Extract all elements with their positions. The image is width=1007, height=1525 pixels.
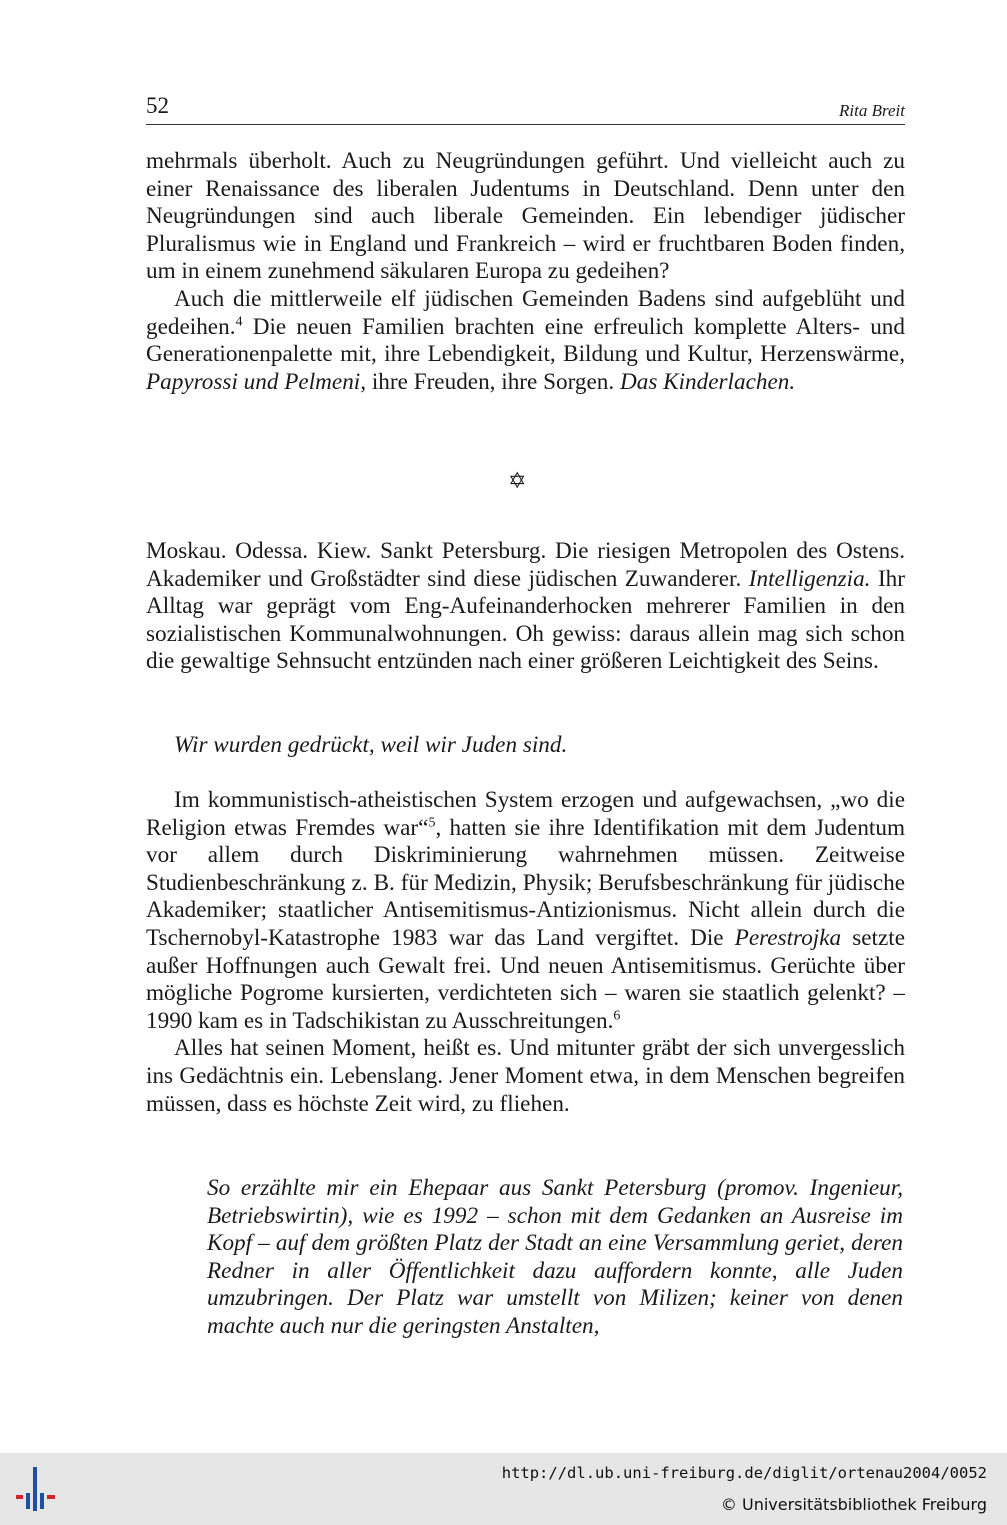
block-quote-text: So erzählte mir ein Ehepaar aus Sankt Petersburg (promov. Ingenieur, Betriebswirtin), wie es 1992 – schon mit dem Gedanken an Ausreise im Kopf – auf dem größten Platz der Stadt an eine Versammlung geriet, deren Redner in aller Öffentlichkeit dazu auffordern konnte, alle Juden umzubringen. Der Platz war umstellt von Milizen; keiner von denen machte auch nur die geringsten Anstalten, [207,1175,903,1339]
paragraph-5: Alles hat seinen Moment, heißt es. Und mitunter gräbt der sich unvergesslich ins Gedächtnis ein. Lebenslang. Jener Moment etwa, in dem Menschen begreifen müssen, dass es höchste Zeit wird, zu fliehen. [146,1035,905,1117]
p2-d: ihre Freuden, ihre Sorgen. [366,368,620,395]
paragraph-2 [146,286,905,396]
p4-c: Perestrojka [734,924,842,951]
text-block-2 [146,538,905,676]
p4-d: setzte außer Hoffnungen auch Gewalt frei. Und neuen Antisemitismus. Gerüchte über mögliche Pogrome kursierten, verdichteten sich – waren sie staatlich gelenkt? – 1990 kam es in Tadschikistan zu Ausschreitungen. [146,924,905,1034]
star-of-david-icon: ✡ [508,468,527,493]
p2-c: Papyrossi und Pelmeni, [146,368,367,395]
p4-b: , hatten sie ihre Identifikation mit dem Judentum vor allem durch Diskriminierung wahrnehmen müssen. Zeitweise Studienbeschränkung z. B. für Medizin, Physik; Berufsbeschränkung für jüdische Akademiker; staatlicher Antisemitismus-Antizionismus. Nicht allein durch die Tschernobyl-Katastrophe 1983 war das Land vergiftet. Die [146,814,905,951]
text-block-3 [146,787,905,1118]
p2-b: Die neuen Familien brachten eine erfreulich komplette Alters- und Generationenpalette mit, ihre Lebendigkeit, Bildung und Kultur, Herzenswärme, [146,313,905,368]
footnote-ref-6[interactable]: 6 [613,1008,621,1024]
page-number: 52 [146,93,169,118]
text-block-1 [146,148,905,396]
p3-a: Moskau. Odessa. Kiew. Sankt Petersburg. Die riesigen Metropolen des Ostens. Akademiker und Großstädter sind diese jüdischen Zuwanderer. [146,538,905,592]
ub-freiburg-logo-icon[interactable] [12,1463,64,1515]
block-quote [207,1175,903,1341]
paragraph-4 [146,787,905,1035]
p2-e: Das Kinderlachen. [619,368,796,395]
footer-copyright: © Universitätsbibliothek Freiburg [720,1495,987,1514]
paragraph-3 [146,538,905,676]
running-head: Rita Breit [839,101,905,120]
footer-url-link[interactable]: http://dl.ub.uni-freiburg.de/diglit/ortenau2004/0052 [501,1464,987,1482]
header-rule [146,124,905,125]
p4-a: Im kommunistisch-atheistischen System erzogen und aufgewachsen, „wo die Religion etwas Fremdes war“ [146,787,905,841]
p3-c: Ihr Alltag war geprägt vom Eng-Aufeinanderhocken mehrerer Familien in den sozialistischen Kommunalwohnungen. Oh gewiss: daraus allein mag sich schon die gewaltige Sehnsucht entzünden nach einer größeren Leichtigkeit des Seins. [146,565,905,675]
paragraph-1: mehrmals überholt. Auch zu Neugründungen geführt. Und vielleicht auch zu einer Renaissance des liberalen Judentums in Deutschland. Denn unter den Neugründungen sind auch liberale Gemeinden. Ein lebendiger jüdischer Pluralismus wie in England und Frankreich – wird er fruchtbaren Boden finden, um in einem zunehmend säkularen Europa zu gedeihen? [146,148,905,285]
quote-line: Wir wurden gedrückt, weil wir Juden sind. [174,732,568,758]
p2-a: Auch die mittlerweile elf jüdischen Gemeinden Badens sind aufgeblüht und gedeihen. [146,285,905,340]
p3-b: Intelligenzia. [748,565,871,592]
footnote-ref-4[interactable]: 4 [235,313,243,329]
footnote-ref-5[interactable]: 5 [428,814,436,830]
footer-bar [0,1453,1007,1525]
